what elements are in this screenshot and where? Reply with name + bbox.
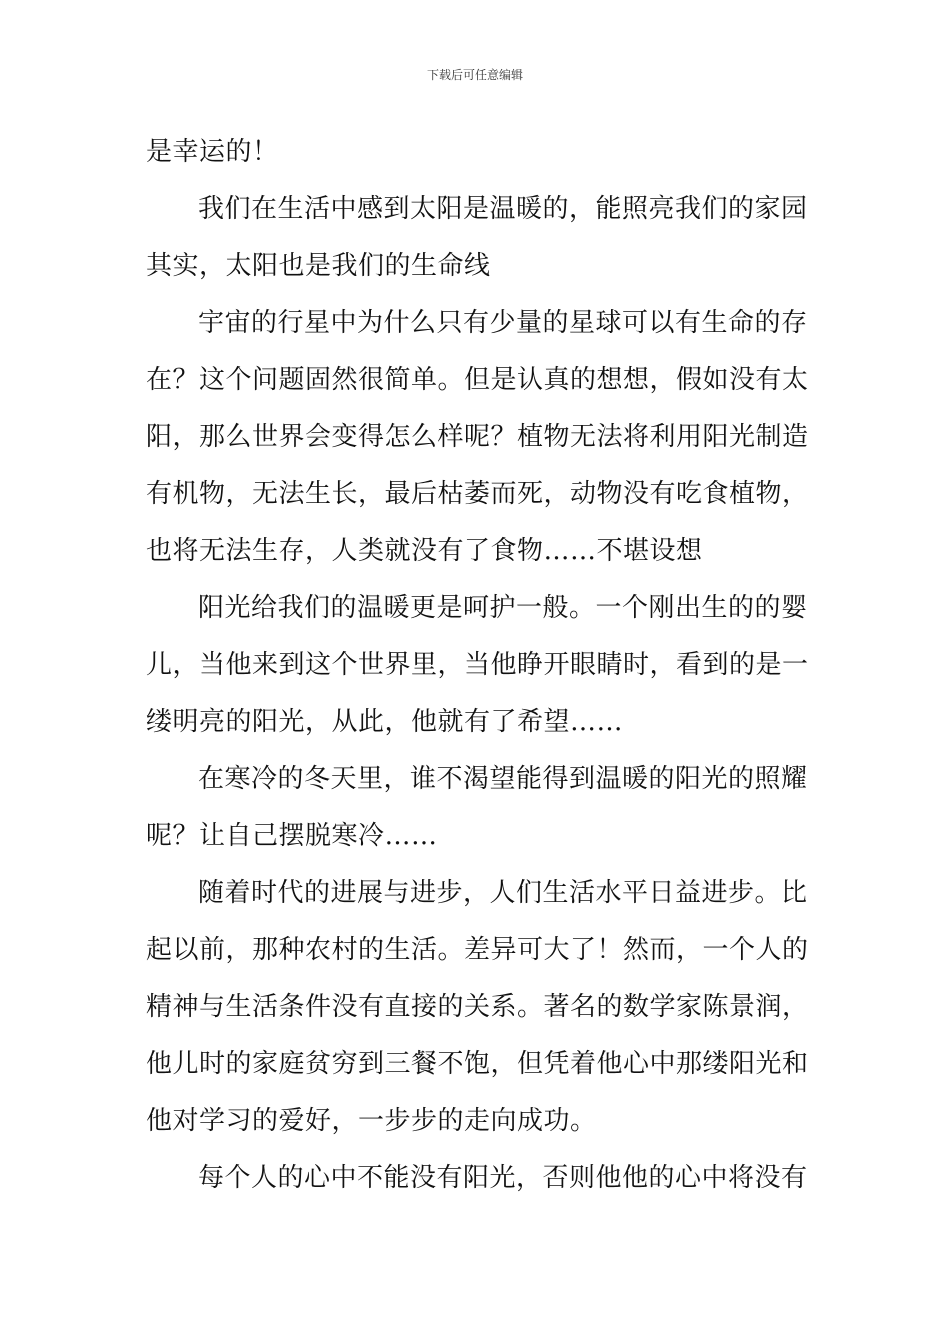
body-text: [146, 124, 809, 1207]
text-line: 阳，那么世界会变得怎么样呢？植物无法将利用阳光制造: [146, 422, 809, 452]
text-line: 有机物，无法生长，最后枯萎而死，动物没有吃食植物，: [146, 479, 809, 509]
text-line: 精神与生活条件没有直接的关系。著名的数学家陈景润，: [146, 992, 809, 1022]
text-line: 随着时代的进展与进步，人们生活水平日益进步。比: [198, 878, 808, 908]
text-line: 是幸运的！: [146, 137, 279, 167]
text-line: 起以前，那种农村的生活。差异可大了！然而，一个人的: [146, 935, 809, 965]
text-line: 呢？让自己摆脱寒冷……: [146, 821, 438, 851]
text-line: 也将无法生存，人类就没有了食物……不堪设想: [146, 536, 703, 566]
text-line: 在？这个问题固然很简单。但是认真的想想，假如没有太: [146, 365, 809, 395]
text-line: 阳光给我们的温暖更是呵护一般。一个刚出生的的婴: [198, 593, 808, 623]
text-line: 他儿时的家庭贫穷到三餐不饱，但凭着他心中那缕阳光和: [146, 1049, 809, 1079]
page-header: 下载后可任意编辑: [426, 68, 523, 82]
text-line: 其实，太阳也是我们的生命线: [146, 251, 491, 281]
text-line: 宇宙的行星中为什么只有少量的星球可以有生命的存: [198, 308, 808, 338]
text-line: 他对学习的爱好，一步步的走向成功。: [146, 1106, 597, 1136]
text-line: 我们在生活中感到太阳是温暖的，能照亮我们的家园: [198, 194, 808, 224]
text-line: 在寒冷的冬天里，谁不渴望能得到温暖的阳光的照耀: [198, 764, 808, 794]
text-line: 缕明亮的阳光，从此，他就有了希望……: [146, 707, 624, 737]
text-line: 儿，当他来到这个世界里，当他睁开眼睛时，看到的是一: [146, 650, 809, 680]
text-line: 每个人的心中不能没有阳光，否则他他的心中将没有: [198, 1163, 808, 1193]
